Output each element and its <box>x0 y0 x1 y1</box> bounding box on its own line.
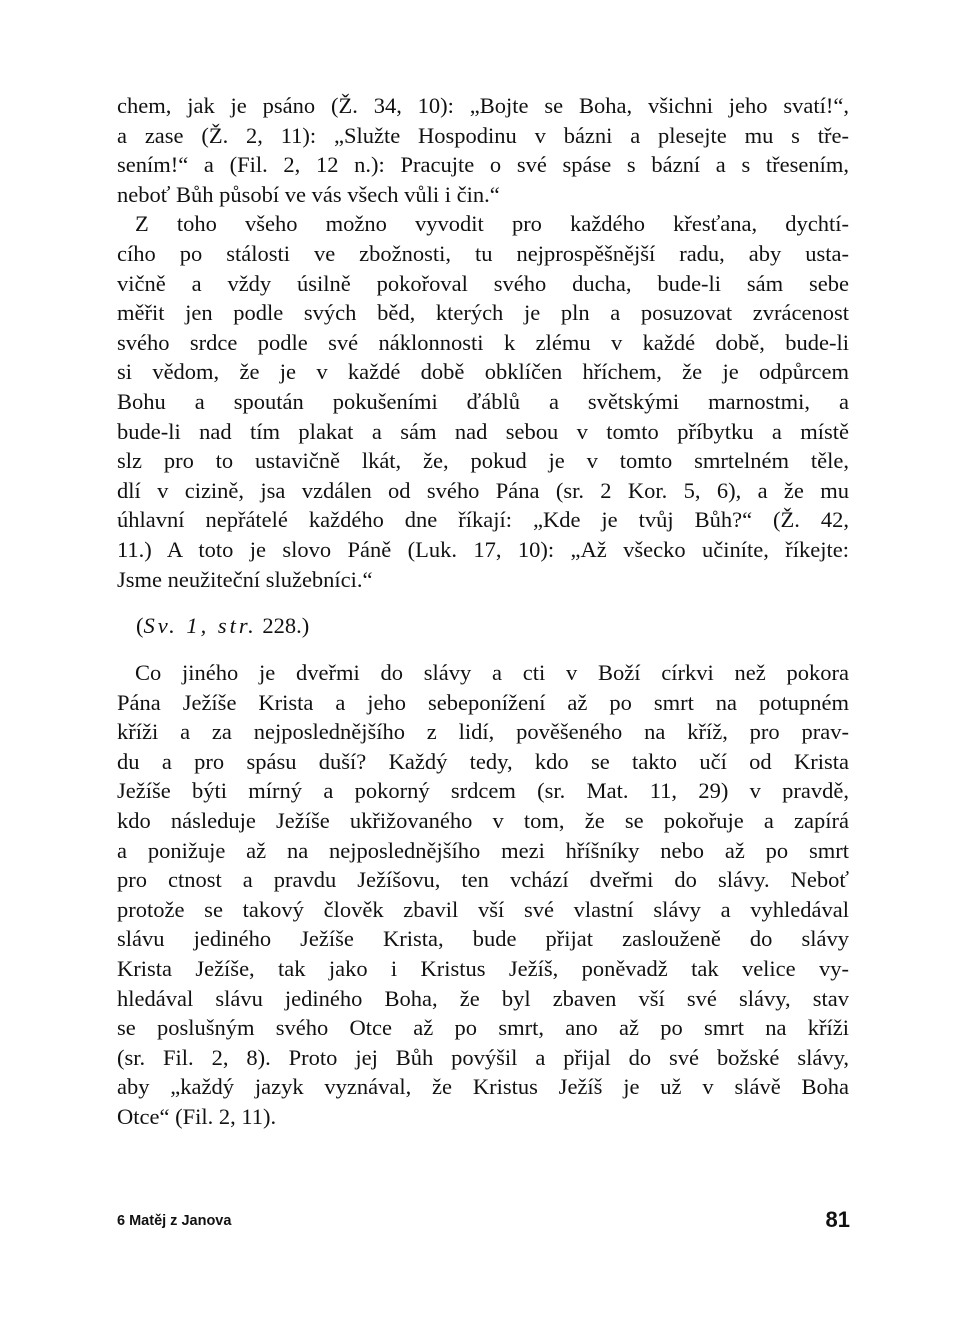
citation-open-paren: ( <box>136 613 144 638</box>
text-line: Z toho všeho možno vyvodit pro každého křesťana, dychtí- <box>135 211 849 237</box>
text-line: Co jiného je dveřmi do slávy a cti v Boží církvi než pokora <box>135 660 849 685</box>
text-line: 11.) A toto je slovo Páně (Luk. 17, 10): „Až všecko učiníte, říkejte: <box>117 536 849 562</box>
text-line: slávu jediného Ježíše Krista, bude přijat zaslouženě do slávy <box>117 926 849 952</box>
text-line: Bohu a spoután pokušeními ďáblů a světskými marnostmi, a <box>117 388 849 414</box>
text-line: aby „každý jazyk vyznával, že Kristus Ježíš je už v slávě Boha <box>117 1074 849 1100</box>
text-line: neboť Bůh působí ve vás všech vůli i čin.“ <box>117 181 500 207</box>
text-line: slz pro to ustavičně lkát, že, pokud je v tomto smrtelném těle, <box>117 448 849 474</box>
text-line: protože se takový člověk zbavil vší své vlastní slávy a vyhledával <box>117 896 849 922</box>
paragraph-2 <box>117 658 849 1132</box>
text-line: sením!“ a (Fil. 2, 12 n.): Pracujte o své spáse s bázní a s třesením, <box>117 152 849 178</box>
text-line: Krista Ježíše, tak jako i Kristus Ježíš, poněvadž tak velice vy- <box>117 955 849 981</box>
signature-mark: 6 Matěj z Janova <box>117 1213 232 1229</box>
page-number: 81 <box>825 1207 850 1232</box>
text-line: si vědom, že je v každé době obklíčen hříchem, že je odpůrcem <box>117 359 849 385</box>
source-citation <box>136 611 309 640</box>
text-line: dlí v cizině, jsa vzdálen od svého Pána (sr. 2 Kor. 5, 6), a že mu <box>117 477 849 503</box>
text-line: a ponižuje až na nejposlednějšího mezi hříšníky nebo až po smrt <box>117 837 849 863</box>
text-line: pro ctnost a pravdu Ježíšovu, ten vchází dveřmi do slávy. Neboť <box>117 867 849 893</box>
text-line: du a pro spásu duší? Každý tedy, kdo se takto učí od Krista <box>117 748 849 774</box>
citation-page: 228. <box>262 613 302 638</box>
text-line: bude-li nad tím plakat a sám nad sebou v tomto příbytku a místě <box>117 418 849 444</box>
text-line: úhlavní nepřátelé každého dne říkají: „Kde je tvůj Bůh?“ (Ž. 42, <box>117 507 849 533</box>
text-line: (sr. Fil. 2, 8). Proto jej Bůh povýšil a přijal do své božské slávy, <box>117 1044 849 1070</box>
text-line: Otce“ (Fil. 2, 11). <box>117 1103 277 1129</box>
citation-close-paren: ) <box>301 613 310 638</box>
text-line: měřit jen podle svých běd, kterých je pln a posuzovat zvrácenost <box>117 300 849 326</box>
text-line: Jsme neužiteční služebníci.“ <box>117 566 373 592</box>
text-line: hledával slávu jediného Boha, že byl zbaven vší své slávy, stav <box>117 985 849 1011</box>
text-line: chem, jak je psáno (Ž. 34, 10): „Bojte se Boha, všichni jeho svatí!“, <box>117 93 849 118</box>
text-line: kdo následuje Ježíše ukřižovaného v tom, že se pokořuje a zapírá <box>117 807 849 833</box>
paragraph-1 <box>117 91 849 594</box>
text-line: svého srdce podle své náklonnosti k zlému v každé době, bude-li <box>117 329 849 355</box>
text-line: se poslušným svého Otce až po smrt, ano až po smrt na kříži <box>117 1015 849 1041</box>
text-line: Pána Ježíše Krista a jeho sebeponížení až po smrt na potupném <box>117 689 849 715</box>
text-line: vičně a vždy úsilně pokořoval svého ducha, bude-li sám sebe <box>117 270 849 296</box>
text-line: cího po stálosti ve zbožnosti, tu nejprospěšnější radu, aby usta- <box>117 240 849 266</box>
text-line: a zase (Ž. 2, 11): „Služte Hospodinu v bázni a plesejte mu s tře- <box>117 122 849 148</box>
text-line: Ježíše býti mírný a pokorný srdcem (sr. Mat. 11, 29) v pravdě, <box>117 778 849 804</box>
text-line: kříži a za nejposlednějšího z lidí, pověšeného na kříž, pro prav- <box>117 719 849 745</box>
citation-source: Sv. 1, str. <box>143 613 257 638</box>
